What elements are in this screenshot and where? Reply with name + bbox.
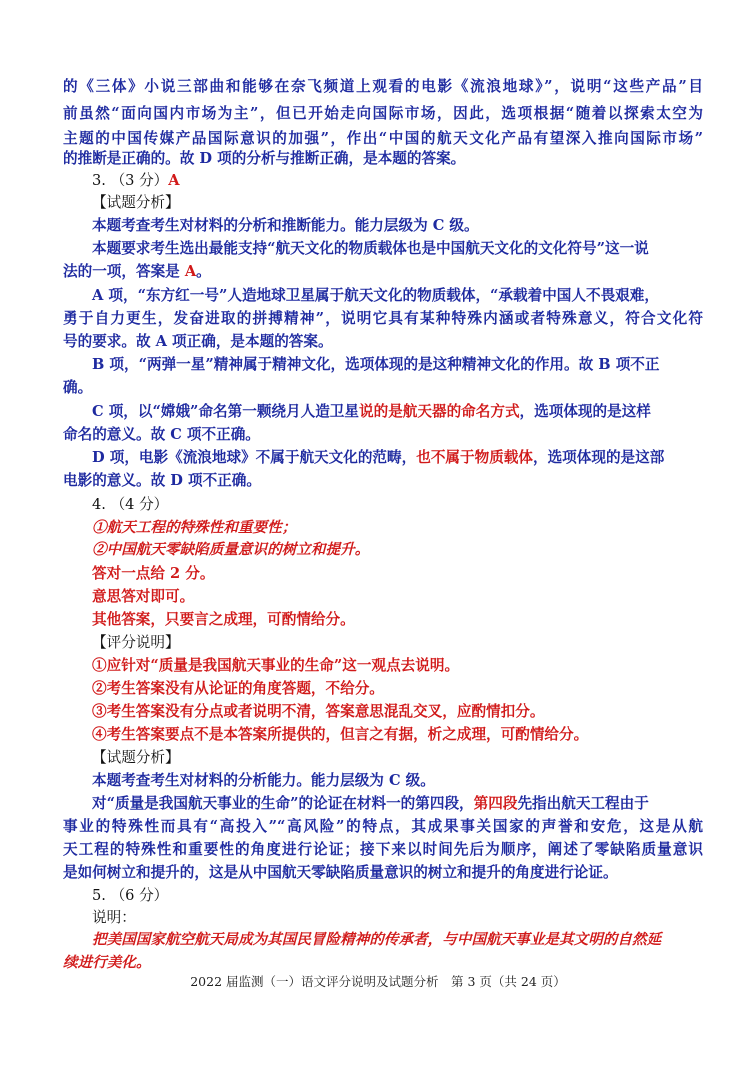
- answer-point: ②中国航天零缺陷质量意识的树立和提升。: [92, 541, 370, 558]
- scoring-rule: ③考生答案没有分点或者说明不清，答案意思混乱交叉，应酌情扣分。: [92, 703, 545, 720]
- text-line: 的推断是正确的。故 D 项的分析与推断正确，是本题的答案。: [63, 150, 466, 167]
- text-line: 勇于自力更生，发奋进取的拼搏精神”，说明它具有某种特殊内涵或者特殊意义，符合文化符: [63, 310, 703, 327]
- highlight-text: 第四段: [473, 795, 518, 812]
- scoring-rule: ①应针对“质量是我国航天事业的生命”这一观点去说明。: [92, 657, 460, 674]
- scoring-note: 意思答对即可。: [92, 588, 195, 605]
- text-line: A 项，“东方红一号”人造地球卫星属于航天文化的物质载体，“承载着中国人不畏艰难，: [92, 287, 659, 304]
- text-line: 前虽然“面向国内市场为主”，但已开始走向国际市场，因此，选项根据“随着以探索太空为: [63, 105, 703, 122]
- section-heading: 【试题分析】: [92, 194, 180, 211]
- text-line: 电影的意义。故 D 项不正确。: [63, 472, 261, 489]
- answer-text: 把美国国家航空航天局成为其国民冒险精神的传承者，与中国航天事业是其文明的自然延: [92, 931, 662, 948]
- text-line: 命名的意义。故 C 项不正确。: [63, 426, 260, 443]
- text-line: B 项，“两弹一星”精神属于精神文化，选项体现的是这种精神文化的作用。故 B 项不正: [92, 356, 660, 373]
- text-line: 天工程的特殊性和重要性的角度进行论证；接下来以时间先后为顺序，阐述了零缺陷质量意识: [63, 841, 703, 858]
- text-line: D 项，电影《流浪地球》不属于航天文化的范畴，也不属于物质载体，选项体现的是这部: [92, 449, 665, 466]
- scoring-note: 其他答案，只要言之成理，可酌情给分。: [92, 611, 355, 628]
- page-footer: 2022 届监测（一）语文评分说明及试题分析 第 3 页（共 24 页）: [190, 974, 566, 989]
- section-heading: 【评分说明】: [92, 634, 180, 651]
- answer-point: ①航天工程的特殊性和重要性；: [92, 519, 297, 536]
- text-line: 号的要求。故 A 项正确，是本题的答案。: [63, 333, 333, 350]
- question-4-header: 4. （4 分）: [92, 496, 169, 513]
- section-heading: 【试题分析】: [92, 749, 180, 766]
- answer-text: 续进行美化。: [63, 954, 151, 971]
- highlight-text: 说的是航天器的命名方式: [359, 403, 520, 420]
- text-line: 本题考查考生对材料的分析和推断能力。能力层级为 C 级。: [92, 217, 479, 234]
- text-line: 主题的中国传媒产品国际意识的加强”，作出“中国的航天文化产品有望深入推向国际市场”: [63, 130, 703, 147]
- text-line: 本题要求考生选出最能支持“航天文化的物质载体也是中国航天文化的文化符号”这一说: [92, 240, 649, 257]
- section-heading: 说明：: [92, 909, 136, 926]
- answer-letter: A: [184, 263, 197, 280]
- text-line: C 项，以“嫦娥”命名第一颗绕月人造卫星说的是航天器的命名方式，选项体现的是这样: [92, 403, 651, 420]
- text-line: 对“质量是我国航天事业的生命”的论证在材料一的第四段，第四段先指出航天工程由于: [92, 795, 649, 812]
- text-line: 法的一项，答案是 A。: [63, 263, 211, 280]
- scoring-note: 答对一点给 2 分。: [92, 565, 215, 582]
- question-5-header: 5. （6 分）: [92, 887, 169, 904]
- text-line: 确。: [63, 379, 93, 396]
- highlight-text: 也不属于物质载体: [416, 449, 533, 466]
- question-3-header: 3. （3 分）A: [92, 172, 180, 189]
- text-line: 是如何树立和提升的，这是从中国航天零缺陷质量意识的树立和提升的角度进行论证。: [63, 864, 618, 881]
- text-line: 的《三体》小说三部曲和能够在奈飞频道上观看的电影《流浪地球》”，说明“这些产品”目: [63, 78, 703, 95]
- scoring-rule: ②考生答案没有从论证的角度答题，不给分。: [92, 680, 384, 697]
- answer-letter: A: [168, 172, 180, 189]
- text-line: 事业的特殊性而具有“高投入”“高风险”的特点，其成果事关国家的声誉和安危，这是从航: [63, 818, 703, 835]
- scoring-rule: ④考生答案要点不是本答案所提供的，但言之有据，析之成理，可酌情给分。: [92, 726, 589, 743]
- text-line: 本题考查考生对材料的分析能力。能力层级为 C 级。: [92, 772, 435, 789]
